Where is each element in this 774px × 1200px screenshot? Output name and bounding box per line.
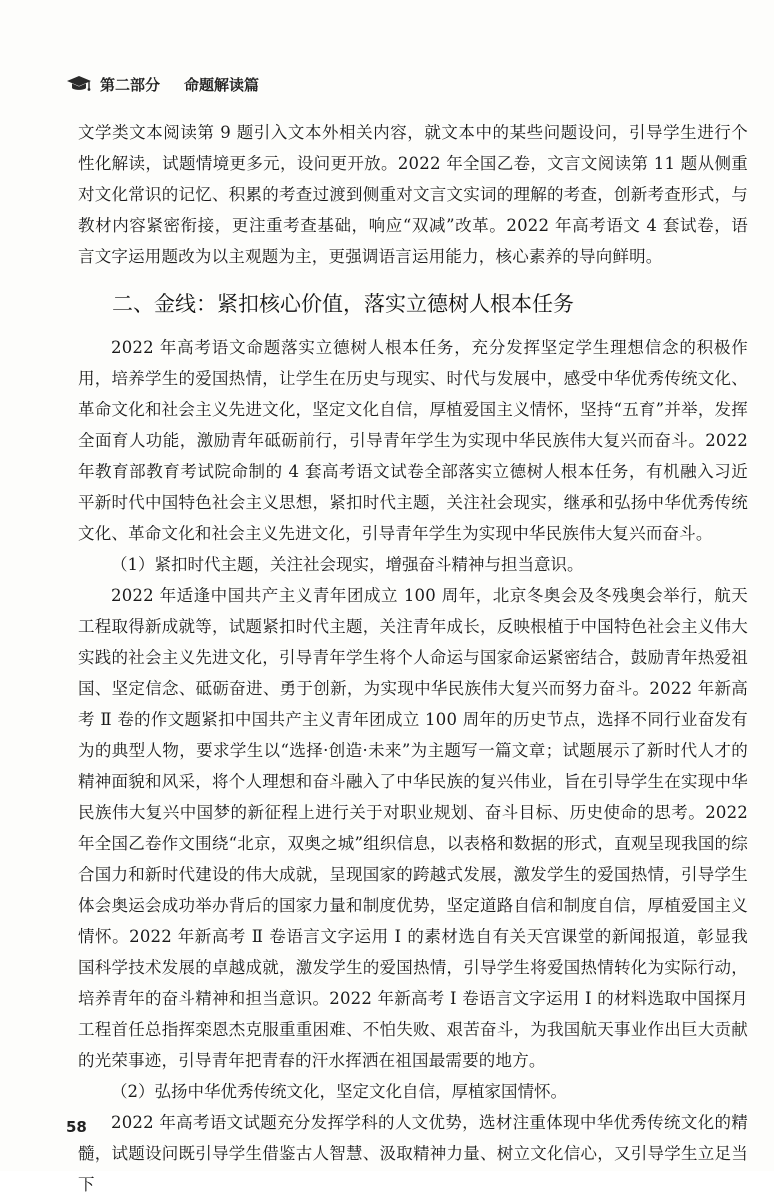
paragraph-intro-continuation: 文学类文本阅读第 9 题引入文本外相关内容，就文本中的某些问题设问，引导学生进行个性化解读，试题情境更多元，设问更开放。2022 年全国乙卷，文言文阅读第 11 题从侧重对文化常识的记忆、积累的考查过渡到侧重对文言文实词的理解的考查，创新考查形式，与教材内容紧密衔接，更注重考查基础，响应“双减”改革。2022 年高考语文 4 套试卷，语言文字运用题改为以主观题为主，更强调语言运用能力，核心素养的导向鲜明。 [78,123,748,266]
header-part-label: 第二部分 [100,75,161,94]
paragraph-traditional-culture: 2022 年高考语文试题充分发挥学科的人文优势，选材注重体现中华优秀传统文化的精髓，试题设问既引导学生借鉴古人智慧、汲取精神力量、树立文化信心，又引导学生立足当下 [78,1113,748,1194]
page-number: 58 [66,1118,87,1136]
page-body [78,117,748,1200]
header-title: 命题解读篇 [184,75,260,94]
paragraph-core-values: 2022 年高考语文命题落实立德树人根本任务，充分发挥坚定学生理想信念的积极作用，培养学生的爱国热情，让学生在历史与现实、时代与发展中，感受中华优秀传统文化、革命文化和社会主义先进文化，坚定文化自信，厚植爱国主义情怀，坚持“五育”并举，发挥全面育人功能，激励青年砥砺前行，引导青年学生为实现中华民族伟大复兴而奋斗。2022 年教育部教育考试院命制的 4 套高考语文试卷全部落实立德树人根本任务，有机融入习近平新时代中国特色社会主义思想，紧扣时代主题，关注社会现实，继承和弘扬中华优秀传统文化、革命文化和社会主义先进文化，引导青年学生为实现中华民族伟大复兴而奋斗。 [78,338,748,543]
paragraph-era-theme: 2022 年适逢中国共产主义青年团成立 100 周年，北京冬奥会及冬残奥会举行，航天工程取得新成就等，试题紧扣时代主题，关注青年成长，反映根植于中国特色社会主义伟大实践的社会主义先进文化，引导青年学生将个人命运与国家命运紧密结合，鼓励青年热爱祖国、坚定信念、砥砺奋进、勇于创新，为实现中华民族伟大复兴而努力奋斗。2022 年新高考 Ⅱ 卷的作文题紧扣中国共产主义青年团成立 100 周年的历史节点，选择不同行业奋发有为的典型人物，要求学生以“选择·创造·未来”为主题写一篇文章；试题展示了新时代人才的精神面貌和风采，将个人理想和奋斗融入了中华民族的复兴伟业，旨在引导学生在实现中华民族伟大复兴中国梦的新征程上进行关于对职业规划、奋斗目标、历史使命的思考。2022 年全国乙卷作文围绕“北京，双奥之城”组织信息，以表格和数据的形式，直观呈现我国的综合国力和新时代建设的伟大成就，呈现国家的跨越式发展，激发学生的爱国热情，引导学生体会奥运会成功举办背后的国家力量和制度优势，坚定道路自信和制度自信，厚植爱国主义情怀。2022 年新高考 Ⅱ 卷语言文字运用 Ⅰ 的素材选自有关天宫课堂的新闻报道，彰显我国科学技术发展的卓越成就，激发学生的爱国热情，引导学生将爱国热情转化为实际行动，培养青年的奋斗精神和担当意识。2022 年新高考 Ⅰ 卷语言文字运用 Ⅰ 的材料选取中国探月工程首任总指挥栾恩杰克服重重困难、不怕失败、艰苦奋斗，为我国航天事业作出巨大贡献的光荣事迹，引导青年把青春的汗水挥洒在祖国最需要的地方。 [78,586,748,1070]
running-header [66,72,259,96]
sub-point-1: （1）紧扣时代主题，关注社会现实，增强奋斗精神与担当意识。 [111,555,584,574]
graduation-cap-icon [66,73,92,95]
sub-point-2: （2）弘扬中华优秀传统文化，坚定文化自信，厚植家国情怀。 [111,1082,567,1101]
section-heading: 二、金线：紧扣核心价值，落实立德树人根本任务 [112,292,574,316]
